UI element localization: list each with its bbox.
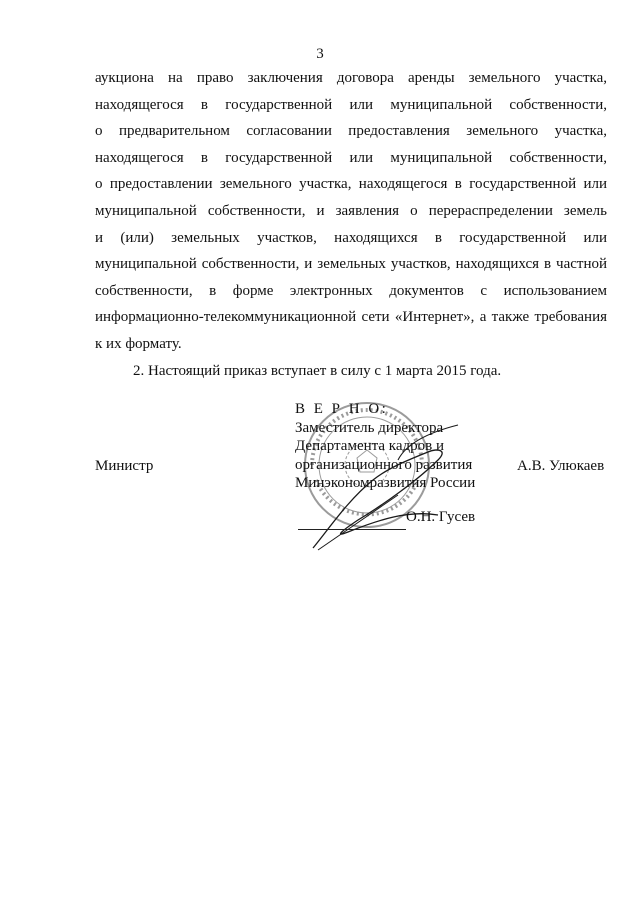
certification-line: Минэкономразвития России: [295, 475, 476, 492]
minister-label: Министр: [95, 458, 154, 474]
text-line: к их формату.: [95, 335, 182, 352]
certifier-name: О.Н. Гусев: [406, 509, 476, 525]
certification-title: В Е Р Н О:: [295, 401, 389, 417]
minister-name: А.В. Улюкаев: [517, 458, 605, 474]
text-line: о предоставлении земельного участка, находящегося в государственной или: [95, 176, 607, 193]
text-line: находящегося в государственной или муниципальной собственности,: [95, 96, 607, 113]
text-line: собственности, в форме электронных документов с использованием: [95, 282, 607, 299]
paragraph-effective-date: 2. Настоящий приказ вступает в силу с 1 марта 2015 года.: [133, 362, 502, 379]
text-line: информационно-телекоммуникационной сети «Интернет», а также требования: [95, 309, 607, 326]
text-line: и (или) земельных участков, находящихся в государственной или: [95, 229, 607, 246]
certification-line: Заместитель директора: [295, 419, 444, 436]
text-line: аукциона на право заключения договора аренды земельного участка,: [95, 70, 607, 86]
certification-line: Департамента кадров и: [295, 438, 444, 455]
signature-line: [298, 529, 406, 530]
text-line: о предварительном согласовании предоставления земельного участка,: [95, 123, 607, 140]
text-line: находящегося в государственной или муниципальной собственности,: [95, 149, 607, 166]
certification-line: организационного развития: [295, 456, 473, 473]
handwritten-signature-icon: [288, 420, 478, 560]
page-number: 3: [316, 46, 324, 62]
text-line: муниципальной собственности, и заявления о перераспределении земель: [95, 202, 607, 219]
text-line: муниципальной собственности, и земельных участков, находящихся в частной: [95, 256, 607, 273]
body-text: [95, 65, 607, 384]
